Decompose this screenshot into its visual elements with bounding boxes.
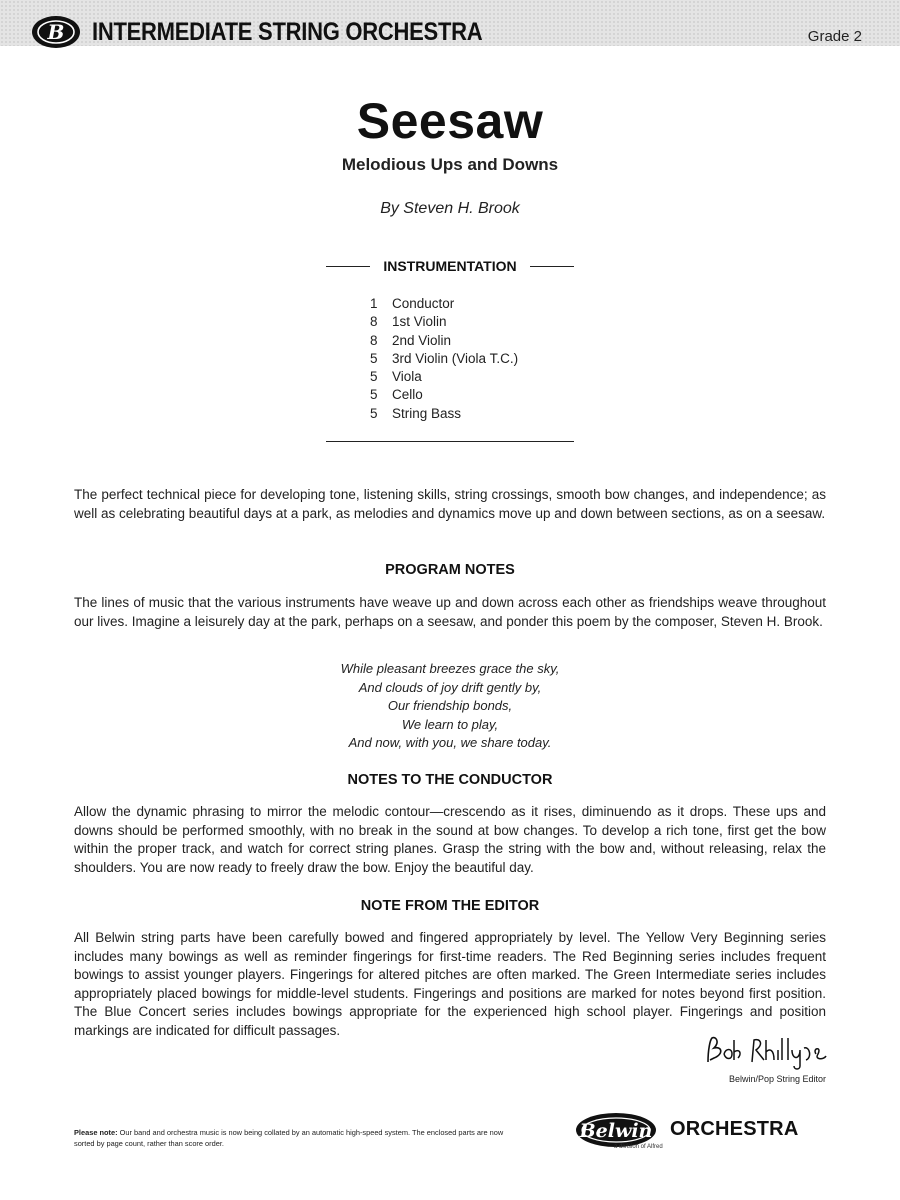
brand-small: a division of Alfred bbox=[614, 1144, 663, 1150]
please-note-text: Our band and orchestra music is now being collated by an automatic high-speed system. The enclosed parts are now sorted by page count, rather than score order. bbox=[74, 1128, 504, 1148]
poem-line: And now, with you, we share today. bbox=[348, 735, 552, 751]
intro-paragraph: The perfect technical piece for developing tone, listening skills, string crossings, smooth bow changes, and independence; as well as celebrating beautiful days at a park, as melodies and dynamics move up and down between sections, as on a seesaw. bbox=[74, 487, 826, 521]
piece-title: Seesaw bbox=[356, 93, 544, 149]
instrumentation-list bbox=[370, 295, 518, 423]
instrument-item: 8 1st Violin bbox=[370, 314, 447, 330]
instrumentation-title: INSTRUMENTATION bbox=[383, 258, 517, 274]
program-notes-heading: PROGRAM NOTES bbox=[385, 562, 515, 578]
instrument-item: 1 Conductor bbox=[370, 296, 455, 311]
poem-line: And clouds of joy drift gently by, bbox=[358, 679, 542, 695]
series-header bbox=[0, 0, 900, 46]
piece-subtitle: Melodious Ups and Downs bbox=[341, 155, 559, 174]
instrumentation-bottom-rule bbox=[326, 441, 574, 442]
grade-label: Grade 2 bbox=[807, 28, 862, 45]
instrument-item: 5 Cello bbox=[370, 387, 423, 403]
series-title: INTERMEDIATE STRING ORCHESTRA bbox=[92, 18, 483, 46]
conductor-notes-paragraph: Allow the dynamic phrasing to mirror the melodic contour—crescendo as it rises, diminuendo as it drops. These ups and downs should be performed smoothly, with no break in the sound at bow changes. To develop a rich tone, first get the bow within the proper track, and watch for correct string planes. Grasp the string with the bow and, without releasing, relax the shoulders. You are now ready to freely draw the bow. Enjoy the beautiful day. bbox=[74, 804, 826, 875]
editor-note-paragraph: All Belwin string parts have been carefully bowed and fingered appropriately by level. The Yellow Very Beginning series includes many bowings as well as reminder fingerings for first-time readers. The Red Beginning series includes frequent bowings to assist younger players. Fingerings for altered pitches are often marked. The Green Intermediate series includes appropriately placed bowings for middle-level students. Fingerings and positions are marked for notes beyond first position. The Blue Concert series includes bowings appropriate for the experienced high school player. Fingerings and position markings are indicated for difficult passages. bbox=[74, 930, 826, 1038]
poem-line: Our friendship bonds, bbox=[387, 698, 513, 714]
poem bbox=[0, 660, 900, 753]
poem-line: We learn to play, bbox=[401, 716, 499, 732]
heading-rule-right bbox=[530, 266, 574, 267]
belwin-b-logo-icon bbox=[30, 14, 84, 58]
please-note-label: Please note: bbox=[74, 1128, 118, 1137]
instrument-item: 5 3rd Violin (Viola T.C.) bbox=[370, 350, 519, 366]
heading-rule-left bbox=[326, 266, 370, 267]
brand-script: Belwin bbox=[579, 1120, 653, 1142]
conductor-notes-heading: NOTES TO THE CONDUCTOR bbox=[347, 772, 553, 788]
instrument-item: 5 Viola bbox=[370, 369, 422, 385]
brand-word: ORCHESTRA bbox=[670, 1118, 799, 1140]
signature-caption: Belwin/Pop String Editor bbox=[728, 1074, 826, 1084]
instrumentation-heading bbox=[326, 258, 574, 274]
belwin-orchestra-logo bbox=[574, 1110, 834, 1156]
program-notes-paragraph: The lines of music that the various instruments have weave up and down across each other as friendships weave throughout our lives. Imagine a leisurely day at the park, perhaps on a seesaw, and ponder this poem by the composer, Steven H. Brook. bbox=[74, 595, 826, 629]
editor-signature bbox=[700, 1032, 840, 1072]
please-note bbox=[74, 1128, 514, 1149]
instrument-item: 5 String Bass bbox=[370, 405, 462, 421]
composer-credit: By Steven H. Brook bbox=[380, 200, 520, 217]
instrument-item: 8 2nd Violin bbox=[370, 332, 452, 348]
svg-text:B: B bbox=[47, 20, 65, 44]
editor-note-heading: NOTE FROM THE EDITOR bbox=[360, 898, 540, 914]
poem-line: While pleasant breezes grace the sky, bbox=[340, 661, 560, 676]
